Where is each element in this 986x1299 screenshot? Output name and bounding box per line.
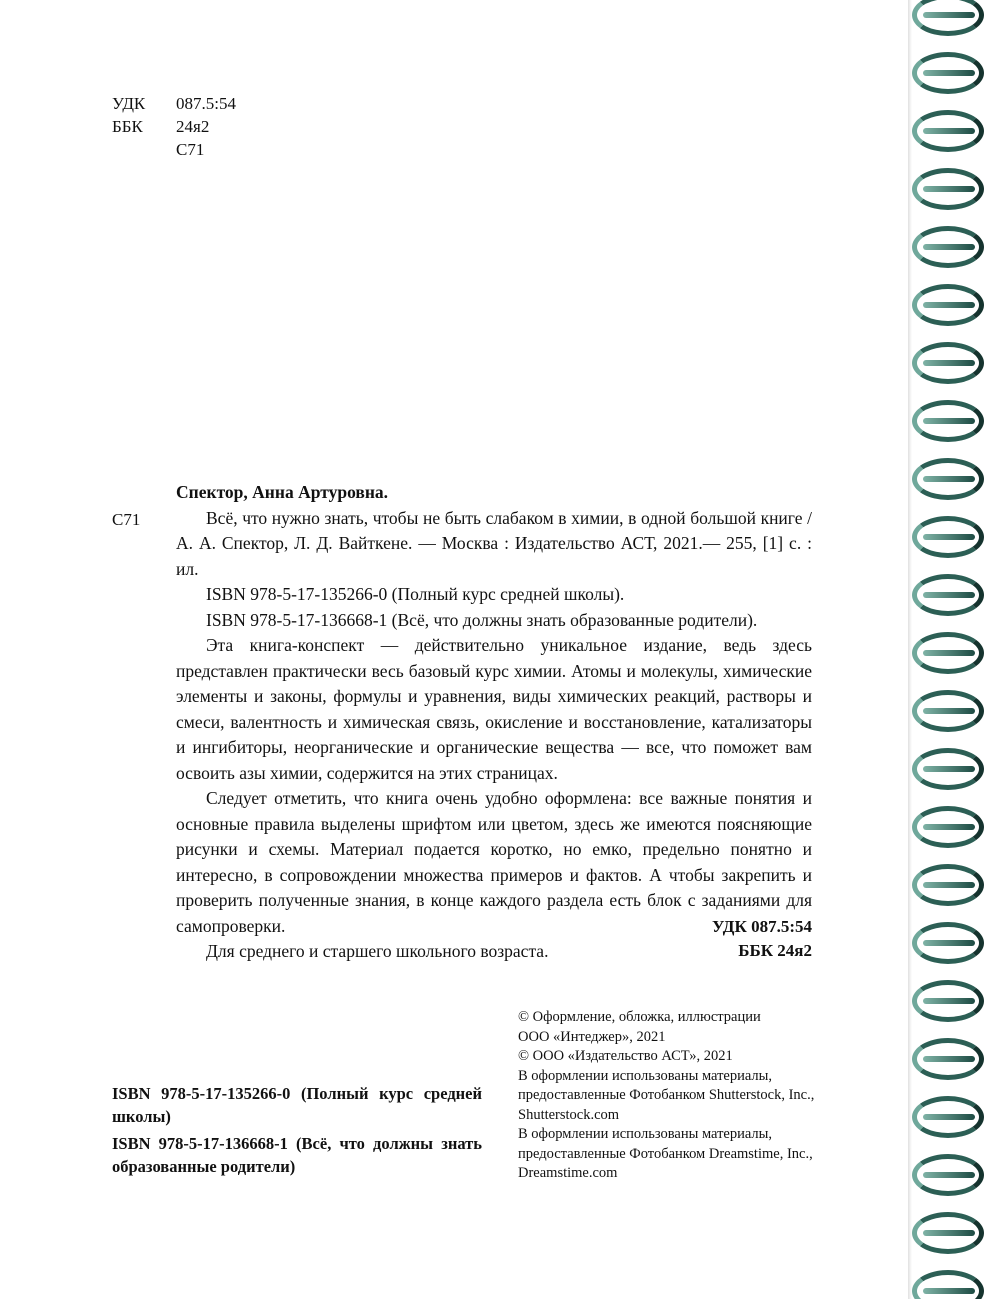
title-statement: Всё, что нужно знать, чтобы не быть слабаком в химии, в одной большой книге / А. А. Спектор, Л. Д. Вайткене. — Москва : Издательство АСТ, 2021.— 255, [1] с. : ил. [176,507,812,579]
copyright-block [518,1008,848,1184]
binding-ring-icon [912,980,984,1022]
isbn-primary: ISBN 978-5-17-135266-0 (Полный курс средней школы) [112,1084,482,1126]
classification-row [112,92,236,115]
udk-label: УДК [112,94,146,113]
isbn-line-2: ISBN 978-5-17-136668-1 (Всё, что должны знать образованные родители). [206,609,758,630]
binding-ring-icon [912,922,984,964]
binding-ring-icon [912,864,984,906]
bbk-label: ББК [112,117,143,136]
classification-row [112,115,236,138]
copyright-line: предоставленные Фотобанком Shutterstock, Inc., [518,1087,815,1103]
annotation-paragraph-1: Эта книга-конспект — действительно уникальное издание, ведь здесь представлен практически весь базовый курс химии. Атомы и молекулы, химические элементы и законы, формулы и уравнения, виды химических реакций, растворы и смеси, валентность и химическая связь, окисление и восстановление, катализаторы и ингибиторы, неорганические и органические вещества — все, что поможет вам освоить азы химии, содержится на этих страницах. [176,635,812,783]
binding-ring-icon [912,400,984,442]
copyright-line: © Оформление, обложка, иллюстрации [518,1009,761,1025]
udk-value: 087.5:54 [176,94,236,113]
copyright-line: Shutterstock.com [518,1106,620,1123]
binding-ring-icon [912,1154,984,1196]
binding-ring-icon [912,342,984,384]
spiral-binding [908,0,986,1299]
shelf-label [112,138,176,161]
binding-ring-icon [912,1096,984,1138]
binding-ring-icon [912,52,984,94]
binding-ring-icon [912,0,984,36]
binding-ring-icon [912,806,984,848]
copyright-line: В оформлении использованы материалы, [518,1067,773,1084]
isbn-secondary: ISBN 978-5-17-136668-1 (Всё, что должны знать образованные родители) [112,1134,482,1176]
isbn-line-1: ISBN 978-5-17-135266-0 (Полный курс средней школы). [206,584,625,604]
classification-row [112,138,236,161]
binding-ring-icon [912,516,984,558]
isbn-block [112,1082,482,1182]
annotation-paragraph-2: Следует отметить, что книга очень удобно оформлена: все важные понятия и основные правила выделены шрифтом или цветом, здесь же имеются поясняющие рисунки и схемы. Материал подается коротко, но емко, предельно понятно и интересно, в сопровождении множества примеров и фактов. А чтобы закрепить и проверить полученные знания, в конце каждого раздела есть блок с заданиями для самопроверки. [176,788,812,936]
copyright-line: В оформлении использованы материалы, [518,1126,773,1142]
copyright-line: предоставленные Фотобанком Dreamstime, Inc., [518,1145,813,1162]
binding-ring-icon [912,748,984,790]
audience-note: Для среднего и старшего школьного возраста. [206,941,549,961]
binding-ring-icon [912,168,984,210]
binding-ring-icon [912,458,984,500]
author-name: Спектор, Анна Артуровна. [176,482,389,502]
binding-ring-icon [912,1212,984,1254]
shelf-value: С71 [176,140,205,159]
copyright-line: ООО «Интеджер», 2021 [518,1028,666,1045]
udk-repeat-line: УДК 087.5:54 [712,917,812,936]
binding-ring-icon [912,226,984,268]
binding-ring-icon [912,284,984,326]
bbk-value: 24я2 [176,117,210,136]
binding-ring-icon [912,1270,984,1299]
bbk-repeat-line: ББК 24я2 [738,941,812,960]
binding-ring-icon [912,574,984,616]
binding-ring-icon [912,632,984,674]
udk-bbk-repeat [112,915,812,963]
classification-block [112,92,236,161]
binding-ring-icon [912,1038,984,1080]
binding-ring-icon [912,110,984,152]
binding-ring-icon [912,690,984,732]
record-body [176,480,812,965]
record-index: С71 [112,510,141,529]
copyright-line: Dreamstime.com [518,1165,618,1181]
copyright-line: © ООО «Издательство АСТ», 2021 [518,1048,733,1064]
bibliographic-record [112,480,812,965]
